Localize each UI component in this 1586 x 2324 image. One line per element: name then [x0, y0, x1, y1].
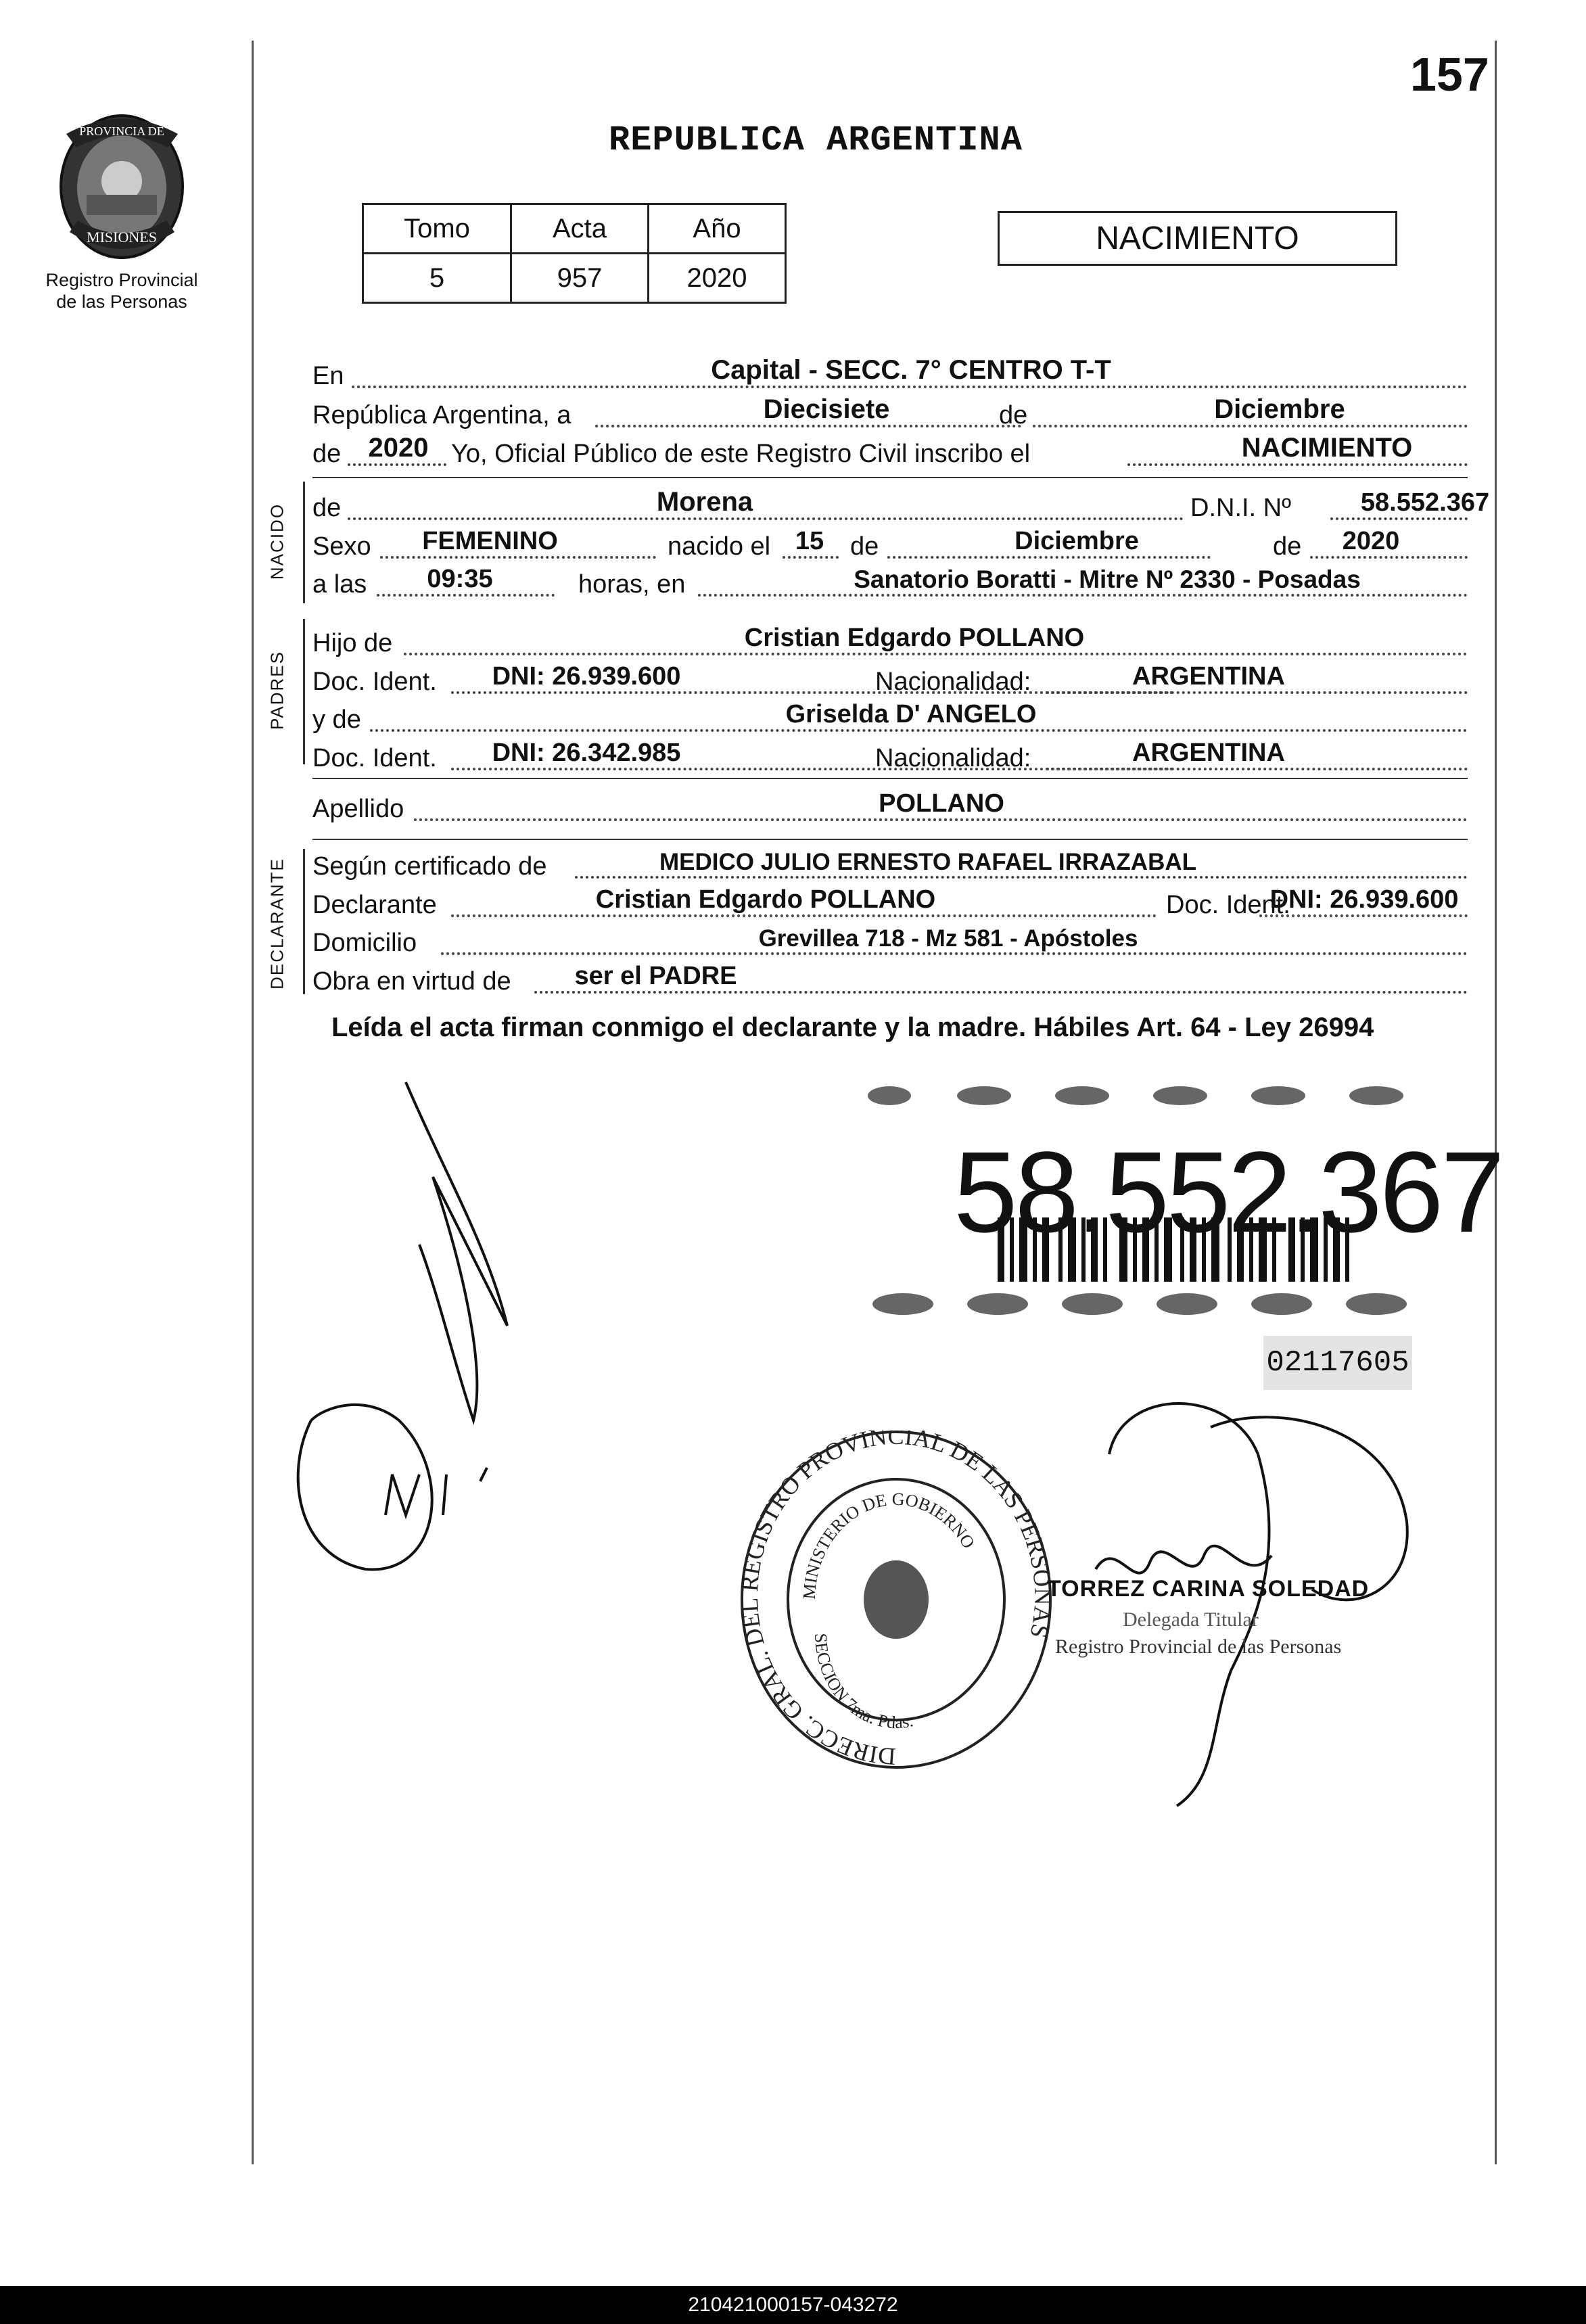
- nacido-bracket: [303, 482, 305, 603]
- row-declarante: Declarante Cristian Edgardo POLLANO Doc. Ident. DNI: 26.939.600: [312, 887, 1468, 923]
- certificate-value: MEDICO JULIO ERNESTO RAFAEL IRRAZABAL: [659, 849, 1197, 875]
- father-name-value: Cristian Edgardo POLLANO: [744, 624, 1085, 652]
- surname-value: POLLANO: [879, 789, 1004, 818]
- birth-day-value: 15: [795, 527, 824, 555]
- month-value: Diciembre: [1214, 394, 1345, 424]
- closing-statement: Leída el acta firman conmigo el declarante y la madre. Hábiles Art. 64 - Ley 26994: [331, 1013, 1374, 1042]
- record-type-box: NACIMIENTO: [998, 211, 1397, 266]
- row-cert: Según certificado de MEDICO JULIO ERNESTO RAFAEL IRRAZABAL: [312, 849, 1468, 884]
- section-label-padres: PADRES: [266, 651, 287, 730]
- row-nacido-sexo: Sexo FEMENINO nacido el 15 de Diciembre de 2020: [312, 529, 1468, 564]
- table-value-ano: 2020: [649, 254, 786, 303]
- declarant-signature: [284, 1042, 636, 1623]
- father-doc-value: DNI: 26.939.600: [492, 662, 681, 691]
- table-header-tomo: Tomo: [363, 204, 511, 254]
- address-value: Grevillea 718 - Mz 581 - Apóstoles: [758, 925, 1138, 952]
- serial-number-label: 02117605: [1263, 1336, 1412, 1390]
- sex-value: FEMENINO: [422, 527, 558, 555]
- table-value-acta: 957: [511, 254, 649, 303]
- row-domicilio: Domicilio Grevillea 718 - Mz 581 - Apóstoles: [312, 925, 1468, 960]
- row-obra: Obra en virtud de ser el PADRE: [312, 964, 1468, 999]
- row-apellido: Apellido POLLANO: [312, 791, 1468, 827]
- row-mother: y de Griselda D' ANGELO: [312, 702, 1468, 737]
- document-title: REPUBLICA ARGENTINA: [609, 120, 1023, 160]
- day-value: Diecisiete: [763, 394, 890, 424]
- mother-name-value: Griselda D' ANGELO: [785, 700, 1037, 728]
- birth-month-value: Diciembre: [1014, 527, 1139, 555]
- row-father-doc: Doc. Ident. DNI: 26.939.600 Nacionalidad: ARGENTINA: [312, 664, 1468, 699]
- row-year: de 2020 Yo, Oficial Público de este Registro Civil inscribo el NACIMIENTO: [312, 436, 1468, 471]
- section-label-nacido: NACIDO: [266, 503, 287, 580]
- row-nacido-name: de Morena D.N.I. Nº 58.552.367: [312, 490, 1468, 526]
- act-value: NACIMIENTO: [1241, 433, 1413, 463]
- child-dni-value: 58.552.367: [1360, 488, 1490, 517]
- padres-bracket: [303, 619, 305, 764]
- svg-text:PROVINCIA DE: PROVINCIA DE: [79, 124, 164, 138]
- declarant-doc-value: DNI: 26.939.600: [1269, 885, 1459, 914]
- svg-text:MISIONES: MISIONES: [87, 229, 157, 246]
- table-value-tomo: 5: [363, 254, 511, 303]
- table-header-acta: Acta: [511, 204, 649, 254]
- declarante-bracket: [303, 849, 305, 994]
- divider: [312, 839, 1468, 840]
- right-margin-line: [1495, 41, 1497, 2164]
- birth-time-value: 09:35: [427, 565, 493, 593]
- child-name-value: Morena: [656, 487, 753, 517]
- declarant-name-value: Cristian Edgardo POLLANO: [595, 885, 936, 914]
- table-header-ano: Año: [649, 204, 786, 254]
- signatory-name: TORREZ CARINA SOLEDAD: [1047, 1576, 1370, 1602]
- misiones-coat-of-arms-logo: [53, 107, 191, 262]
- divider: [312, 778, 1468, 779]
- left-margin-line: [252, 41, 254, 2164]
- logo-caption: Registro Provincial de las Personas: [45, 270, 198, 312]
- capacity-value: ser el PADRE: [574, 962, 737, 990]
- birth-place-value: Sanatorio Boratti - Mitre Nº 2330 - Posadas: [854, 565, 1361, 593]
- location-value: Capital - SECC. 7° CENTRO T-T: [711, 355, 1111, 385]
- signatory-organization: Registro Provincial de las Personas: [1055, 1635, 1342, 1658]
- svg-text:MINISTERIO DE GOBIERNO: MINISTERIO DE GOBIERNO: [799, 1489, 979, 1600]
- father-nationality-value: ARGENTINA: [1132, 662, 1285, 691]
- year-value: 2020: [368, 433, 429, 463]
- official-round-stamp: [734, 1431, 1058, 1782]
- record-table: [362, 203, 787, 304]
- section-label-declarante: DECLARANTE: [266, 858, 287, 990]
- footer-document-id: 210421000157-043272: [0, 2286, 1586, 2324]
- page-number: 157: [1410, 48, 1489, 101]
- birth-year-value: 2020: [1342, 527, 1400, 555]
- svg-text:DIRECC. GRAL. DEL REGISTRO PRO: DIRECC. GRAL. DEL REGISTRO PROVINCIAL DE LAS PERSONAS: [735, 1431, 1057, 1771]
- row-en: En Capital - SECC. 7° CENTRO T-T: [312, 358, 1468, 394]
- divider: [312, 477, 1468, 478]
- row-father: Hijo de Cristian Edgardo POLLANO: [312, 626, 1468, 661]
- mother-doc-value: DNI: 26.342.985: [492, 739, 681, 767]
- svg-text:SECCION 7ma. Pdas.: SECCION 7ma. Pdas.: [810, 1632, 915, 1733]
- row-republica: República Argentina, a Diecisiete de Diciembre: [312, 398, 1468, 433]
- row-nacido-time: a las 09:35 horas, en Sanatorio Boratti - Mitre Nº 2330 - Posadas: [312, 567, 1468, 602]
- dni-sticker-number: 58.552.367: [954, 1128, 1502, 1257]
- row-mother-doc: Doc. Ident. DNI: 26.342.985 Nacionalidad: ARGENTINA: [312, 741, 1468, 776]
- signatory-role: Delegada Titular: [1123, 1608, 1259, 1631]
- mother-nationality-value: ARGENTINA: [1132, 739, 1285, 767]
